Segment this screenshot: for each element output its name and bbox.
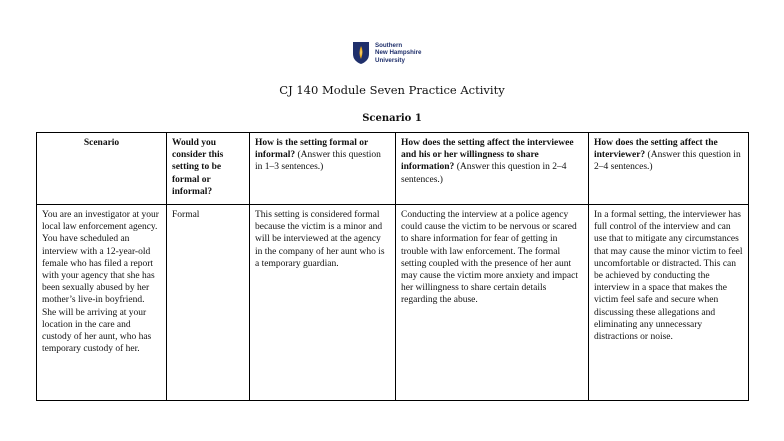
logo-line-1: Southern	[375, 42, 403, 50]
logo-line-3: University	[375, 56, 405, 64]
cell-interviewee-effect: Conducting the interview at a police agency could cause the victim to be nervous or scared to share information for fear of getting in trouble with law enforcement. The formal setting coupled with the presence of her aunt may cause the victim more anxiety and impact her willingness to share certain details regarding the abuse.	[396, 205, 589, 401]
cell-scenario: You are an investigator at your local law enforcement agency. You have scheduled an interview with a 12-year-old female who has filed a report with your agency that she has been sexually abused by her mother’s live-in boyfriend. She will be arriving at your location in the care and custody of her aunt, who has temporary custody of her.	[37, 205, 167, 401]
scenario-heading: Scenario 1	[362, 113, 422, 124]
header-interviewer-note: (Answer this question in 2–4 sentences.)	[594, 150, 741, 173]
header-scenario: Scenario	[37, 133, 167, 205]
logo-wordmark	[375, 42, 421, 64]
header-how-setting-note: (Answer this question in 1–3 sentences.)	[255, 150, 381, 173]
document-title: CJ 140 Module Seven Practice Activity	[279, 83, 505, 97]
header-how-setting: How is the setting formal or informal? (Answer this question in 1–3 sentences.)	[250, 133, 396, 205]
university-logo	[352, 41, 421, 65]
table-header-row	[37, 133, 749, 205]
practice-activity-table	[36, 132, 749, 401]
header-formal-informal: Would you consider this setting to be formal or informal?	[167, 133, 250, 205]
cell-setting: Formal	[167, 205, 250, 401]
logo-line-2: New Hampshire	[375, 49, 422, 57]
header-interviewer-effect: How does the setting affect the interviewer? (Answer this question in 2–4 sentences.)	[589, 133, 749, 205]
shield-icon	[352, 41, 370, 65]
table-row	[37, 205, 749, 401]
cell-how-setting: This setting is considered formal because the victim is a minor and will be interviewed at the agency in the company of her aunt who is a temporary guardian.	[250, 205, 396, 401]
cell-interviewer-effect: In a formal setting, the interviewer has full control of the interview and can use that to mitigate any circumstances that may cause the minor victim to feel uncomfortable or distracted. This can be achieved by conducting the interview in a space that makes the victim feel safe and secure when discussing these allegations and eliminating any unnecessary distractions or noise.	[589, 205, 749, 401]
header-interviewee-note: (Answer this question in 2–4 sentences.)	[401, 162, 567, 185]
header-interviewee-effect: How does the setting affect the interviewee and his or her willingness to share information? (Answer this question in 2–4 sentences.)	[396, 133, 589, 205]
